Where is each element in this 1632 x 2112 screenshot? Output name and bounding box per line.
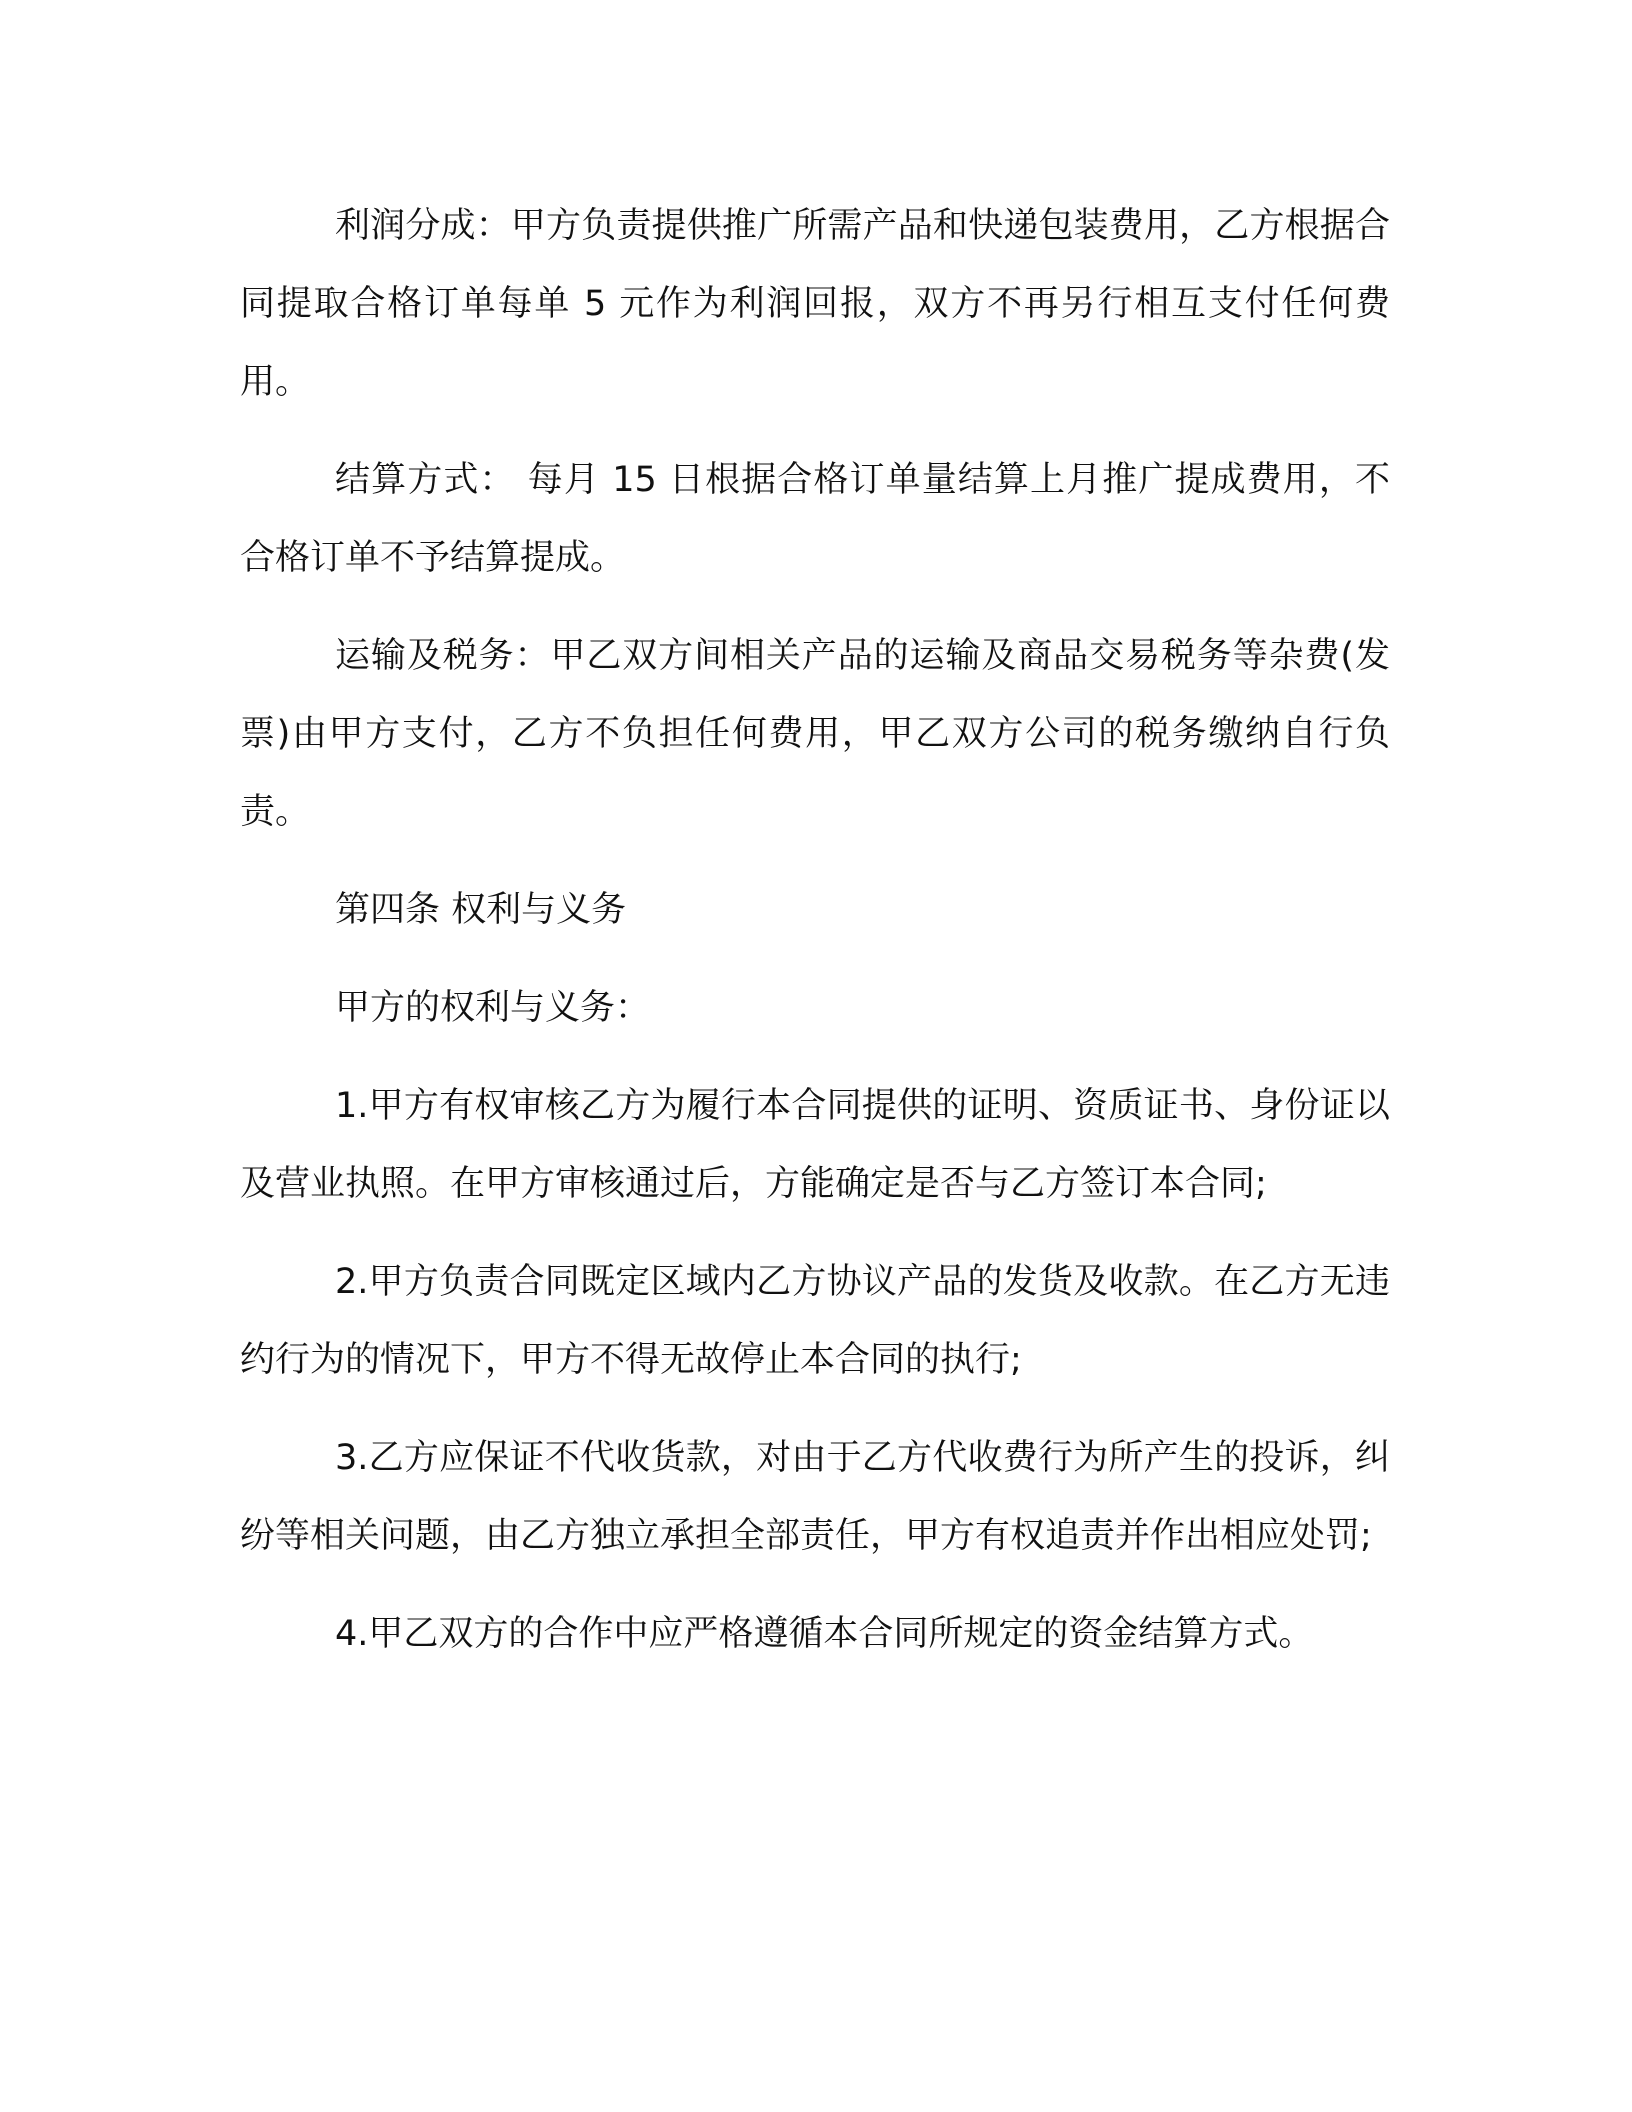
clause-1: 1.甲方有权审核乙方为履行本合同提供的证明、资质证书、身份证以及营业执照。在甲方审核通过后，方能确定是否与乙方签订本合同; — [240, 1086, 1390, 1204]
paragraph-transport-tax: 运输及税务：甲乙双方间相关产品的运输及商品交易税务等杂费(发票)由甲方支付，乙方不负担任何费用，甲乙双方公司的税务缴纳自行负责。 — [240, 636, 1390, 832]
paragraph-settlement: 结算方式： 每月 15 日根据合格订单量结算上月推广提成费用，不合格订单不予结算提成。 — [240, 460, 1390, 578]
clause-4: 4.甲乙双方的合作中应严格遵循本合同所规定的资金结算方式。 — [335, 1614, 1314, 1654]
clause-2: 2.甲方负责合同既定区域内乙方协议产品的发货及收款。在乙方无违约行为的情况下，甲方不得无故停止本合同的执行; — [240, 1262, 1390, 1380]
document-body — [240, 187, 1390, 1693]
subheading-party-a-rights: 甲方的权利与义务： — [335, 988, 651, 1028]
clause-3: 3.乙方应保证不代收货款，对由于乙方代收费行为所产生的投诉，纠纷等相关问题，由乙方独立承担全部责任，甲方有权追责并作出相应处罚; — [240, 1438, 1390, 1556]
section-heading-article-4: 第四条 权利与义务 — [335, 890, 627, 930]
paragraph-profit-sharing: 利润分成：甲方负责提供推广所需产品和快递包装费用，乙方根据合同提取合格订单每单 5 元作为利润回报，双方不再另行相互支付任何费用。 — [240, 206, 1390, 402]
